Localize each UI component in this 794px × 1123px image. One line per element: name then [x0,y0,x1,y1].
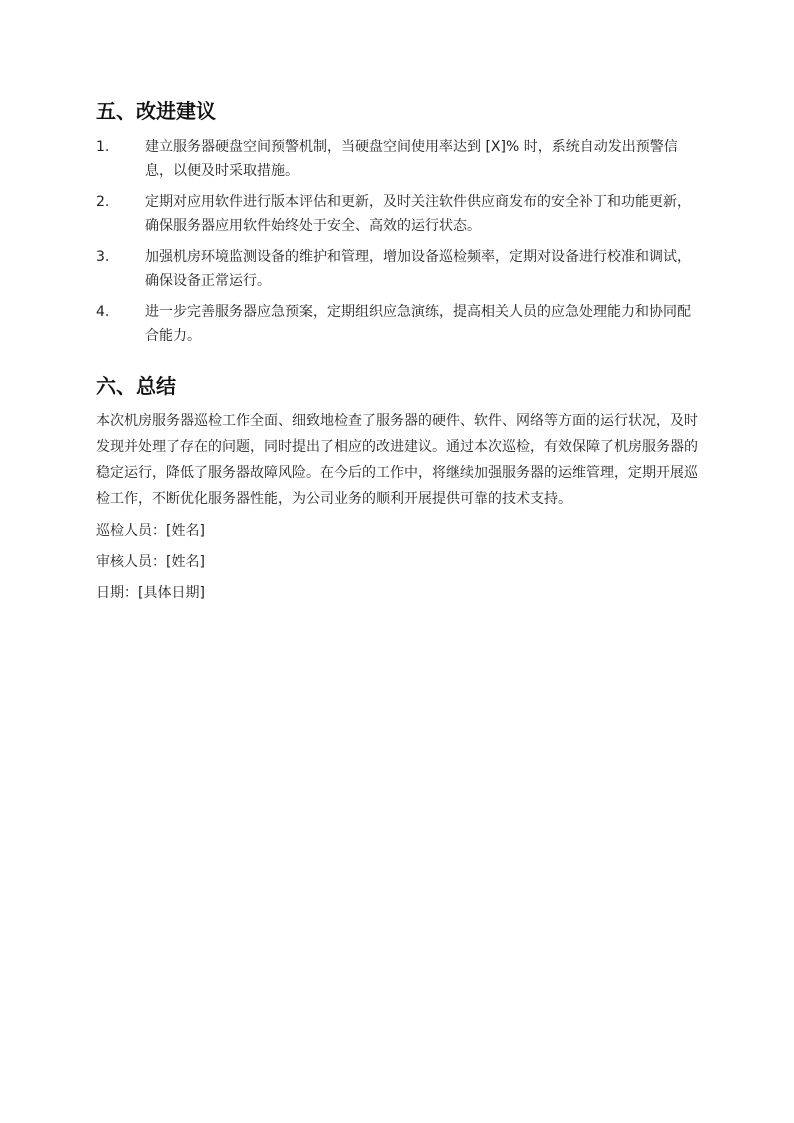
summary-paragraph: 本次机房服务器巡检工作全面、细致地检查了服务器的硬件、软件、网络等方面的运行状况，及时发现并处理了存在的问题，同时提出了相应的改进建议。通过本次巡检，有效保障了机房服务器的稳定运行，降低了服务器故障风险。在今后的工作中，将继续加强服务器的运维管理，定期开展巡检工作，不断优化服务器性能，为公司业务的顺利开展提供可靠的技术支持。 [96,413,698,507]
date-line: 日期：[具体日期] [96,585,205,601]
list-item-text: 定期对应用软件进行版本评估和更新，及时关注软件供应商发布的安全补丁和功能更新，确保服务器应用软件始终处于安全、高效的运行状态。 [145,194,691,234]
list-number: 2. [96,194,110,210]
list-item [96,135,700,183]
reviewer-line: 审核人员：[姓名] [96,554,205,570]
inspector-line: 巡检人员：[姓名] [96,523,205,539]
list-item [96,190,700,238]
list-number: 4. [96,304,110,320]
list-item-text: 加强机房环境监测设备的维护和管理，增加设备巡检频率，定期对设备进行校准和调试，确保设备正常运行。 [145,249,691,289]
section-title-improvements: 五、改进建议 [96,99,216,123]
list-item [96,300,700,348]
list-number: 1. [96,139,110,155]
improvement-list [96,135,700,348]
document-content [96,96,700,605]
list-number: 3. [96,249,110,265]
section-title-summary: 六、总结 [96,374,176,398]
list-item-text: 进一步完善服务器应急预案，定期组织应急演练，提高相关人员的应急处理能力和协同配合能力。 [145,304,691,344]
list-item [96,245,700,293]
list-item-text: 建立服务器硬盘空间预警机制，当硬盘空间使用率达到 [X]% 时，系统自动发出预警信息，以便及时采取措施。 [145,139,678,179]
